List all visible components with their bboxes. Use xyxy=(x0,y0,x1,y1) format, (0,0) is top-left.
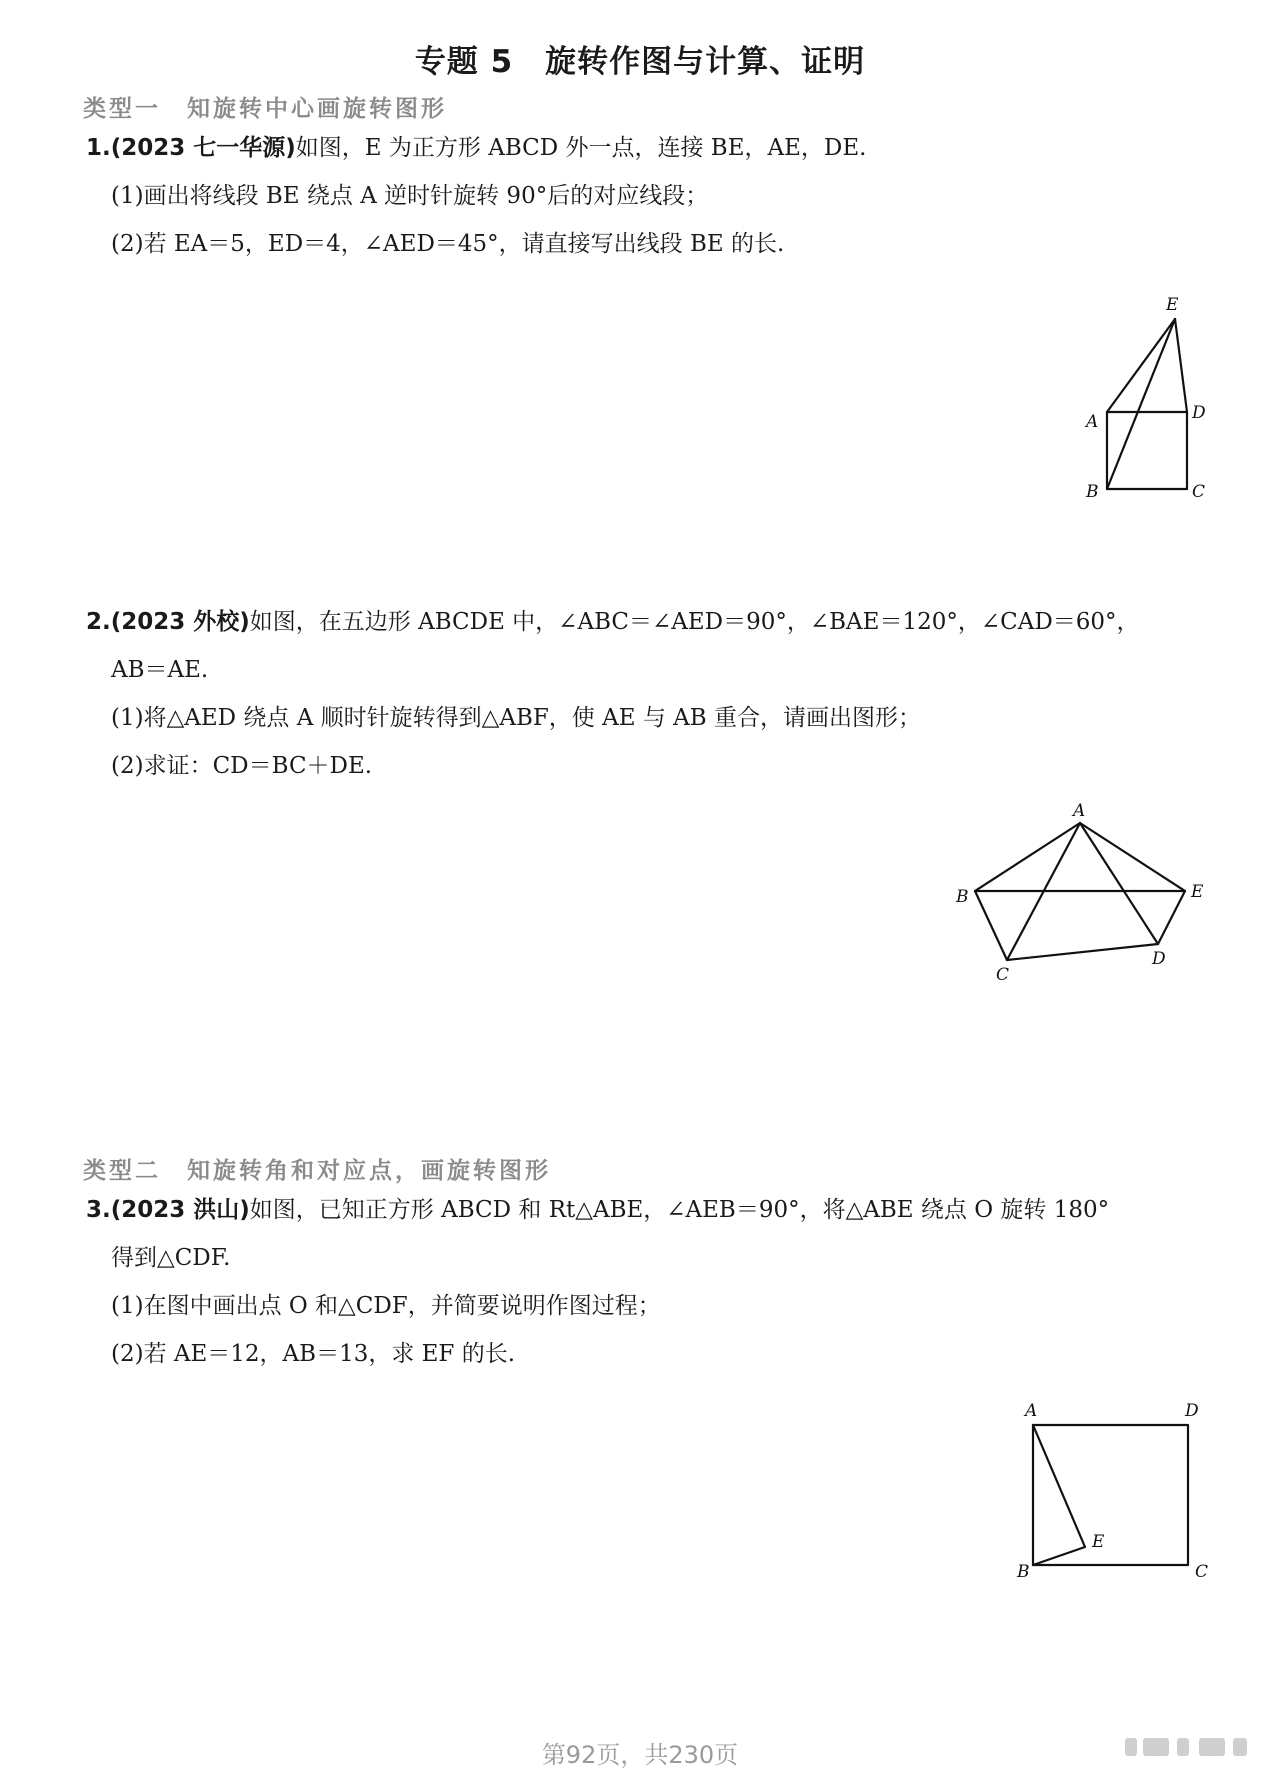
label-a: A xyxy=(1025,1401,1038,1421)
label-b: B xyxy=(1017,1562,1030,1582)
segment-ad xyxy=(1080,823,1158,944)
problem-part: (1)将△AED 绕点 A 顺时针旋转得到△ABF，使 AE 与 AB 重合，请画出图形； xyxy=(111,705,921,731)
problem-stem: 如图，E 为正方形 ABCD 外一点，连接 BE，AE，DE. xyxy=(295,135,867,161)
label-a: A xyxy=(1073,801,1086,821)
label-e: E xyxy=(1191,882,1204,902)
problem-stem-continued: AB＝AE. xyxy=(111,657,209,683)
label-e: E xyxy=(1166,295,1179,315)
label-e: E xyxy=(1092,1532,1105,1552)
toolbar-control-icon[interactable] xyxy=(1125,1738,1137,1756)
segment-be xyxy=(1107,319,1175,489)
label-d: D xyxy=(1185,1401,1199,1421)
problem-stem-continued: 得到△CDF. xyxy=(111,1245,231,1271)
toolbar-control-icon[interactable] xyxy=(1177,1738,1189,1756)
problem-source: (2023 洪山) xyxy=(110,1197,250,1223)
label-c: C xyxy=(996,965,1010,985)
label-d: D xyxy=(1152,949,1166,969)
problem-2-stem-line xyxy=(86,598,1216,646)
triangle-abe xyxy=(1033,1425,1085,1565)
page-indicator: 第92页，共230页 xyxy=(541,1741,739,1769)
problem-number: 1. xyxy=(86,135,111,161)
problem-3 xyxy=(86,1186,1216,1378)
label-d: D xyxy=(1192,403,1206,423)
problem-source: (2023 外校) xyxy=(110,609,250,635)
viewer-toolbar[interactable] xyxy=(1125,1732,1255,1762)
figure-1-square-with-point-e xyxy=(1080,290,1230,510)
problem-number: 2. xyxy=(86,609,111,635)
label-c: C xyxy=(1192,482,1206,502)
label-a: A xyxy=(1086,412,1099,432)
problem-stem: 如图，已知正方形 ABCD 和 Rt△ABE，∠AEB＝90°，将△ABE 绕点 O 旋转 180° xyxy=(249,1197,1110,1223)
problem-stem: 如图，在五边形 ABCDE 中，∠ABC＝∠AED＝90°，∠BAE＝120°，∠CAD＝60°， xyxy=(249,609,1140,635)
problem-part: (1)画出将线段 BE 绕点 A 逆时针旋转 90°后的对应线段； xyxy=(111,183,709,209)
figure-2-pentagon-abcde xyxy=(945,801,1215,985)
problem-1 xyxy=(86,124,1216,268)
figure-3-square-with-right-triangle xyxy=(1005,1395,1230,1590)
problem-part: (2)求证：CD＝BC＋DE. xyxy=(111,753,373,779)
problem-part: (2)若 EA＝5，ED＝4，∠AED＝45°，请直接写出线段 BE 的长. xyxy=(111,231,785,257)
toolbar-control-icon[interactable] xyxy=(1199,1738,1225,1756)
problem-1-stem-line xyxy=(86,124,1216,172)
problem-part: (2)若 AE＝12，AB＝13，求 EF 的长. xyxy=(111,1341,516,1367)
label-c: C xyxy=(1195,1562,1209,1582)
square-abcd xyxy=(1033,1425,1188,1565)
segment-ae xyxy=(1107,319,1175,412)
section-title-type-1: 类型一 知旋转中心画旋转图形 xyxy=(83,96,447,122)
problem-3-stem-line xyxy=(86,1186,1216,1234)
problem-2 xyxy=(86,598,1216,790)
square-abcd xyxy=(1107,412,1187,489)
label-b: B xyxy=(1086,482,1099,502)
page-title: 专题 5 旋转作图与计算、证明 xyxy=(414,44,866,80)
problem-part: (1)在图中画出点 O 和△CDF，并简要说明作图过程； xyxy=(111,1293,661,1319)
problem-number: 3. xyxy=(86,1197,111,1223)
label-b: B xyxy=(956,887,969,907)
toolbar-control-icon[interactable] xyxy=(1143,1738,1169,1756)
segment-de xyxy=(1175,319,1187,412)
section-title-type-2: 类型二 知旋转角和对应点，画旋转图形 xyxy=(83,1158,551,1184)
toolbar-control-icon[interactable] xyxy=(1233,1738,1247,1756)
problem-source: (2023 七一华源) xyxy=(110,135,296,161)
